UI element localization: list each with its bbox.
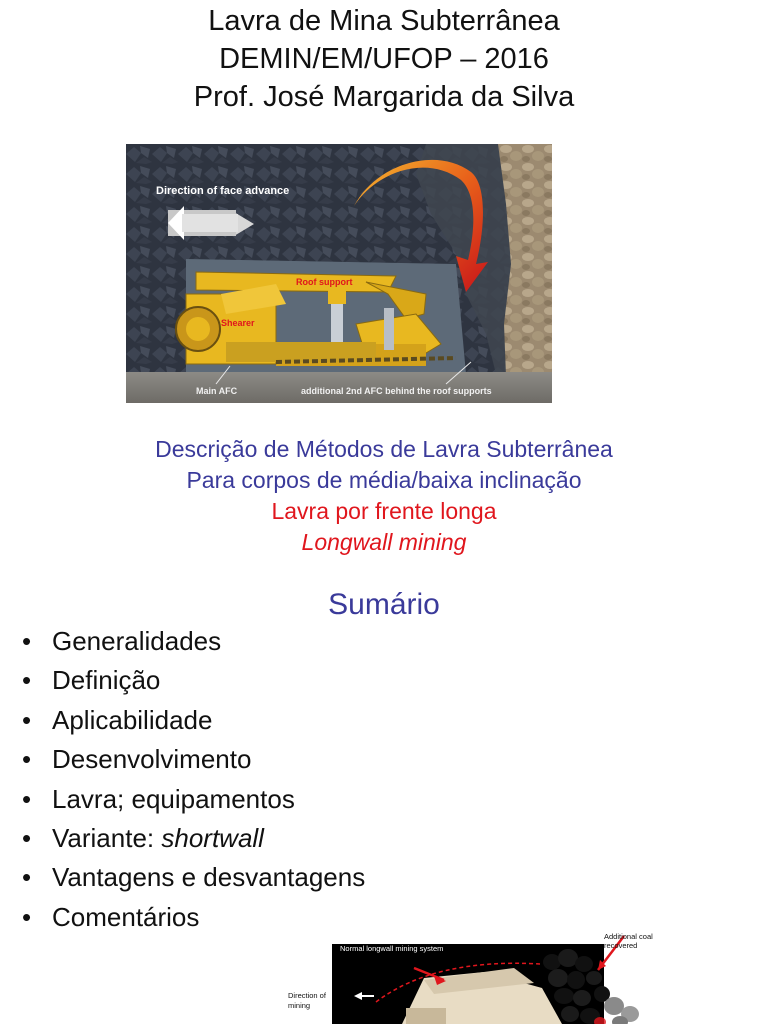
label-recovered: recovered [604, 941, 638, 950]
description-line-3: Lavra por frente longa [271, 498, 497, 524]
list-item: • Generalidades [22, 626, 222, 656]
department-year: DEMIN/EM/UFOP – 2016 [219, 43, 549, 75]
summary-list [22, 622, 365, 937]
list-item: • Desenvolvimento [22, 744, 252, 775]
label-direction: Direction of face advance [156, 185, 290, 197]
summary-title: Sumário [328, 588, 440, 621]
label-direction-of: Direction of [288, 991, 326, 1000]
course-title: Lavra de Mina Subterrânea [208, 5, 560, 37]
description-line-2: Para corpos de média/baixa inclinação [186, 467, 582, 493]
list-item: • Aplicabilidade [22, 704, 213, 735]
list-item: • Comentários [22, 901, 200, 932]
description-block [0, 434, 768, 558]
label-roof-support: Roof support [296, 277, 353, 287]
list-item: • Vantagens e desvantagens [22, 862, 366, 893]
professor-name: Prof. José Margarida da Silva [193, 81, 575, 113]
longwall-diagram-bottom [284, 928, 684, 1024]
label-shearer: Shearer [221, 318, 255, 328]
description-line-1: Descrição de Métodos de Lavra Subterrânea [155, 436, 613, 462]
longwall-illustration [126, 144, 552, 403]
description-line-4: Longwall mining [301, 529, 467, 555]
label-normal-system: Normal longwall mining system [340, 944, 444, 953]
label-second-afc: additional 2nd AFC behind the roof supports [301, 386, 492, 396]
label-additional-coal: Additional coal [604, 932, 653, 941]
list-item: • Definição [22, 665, 161, 696]
label-mining: mining [288, 1001, 311, 1010]
list-item: • Lavra; equipamentos [22, 783, 295, 814]
label-main-afc: Main AFC [196, 386, 238, 396]
title-block [0, 0, 768, 116]
list-item: • Variante: shortwall [22, 823, 264, 854]
